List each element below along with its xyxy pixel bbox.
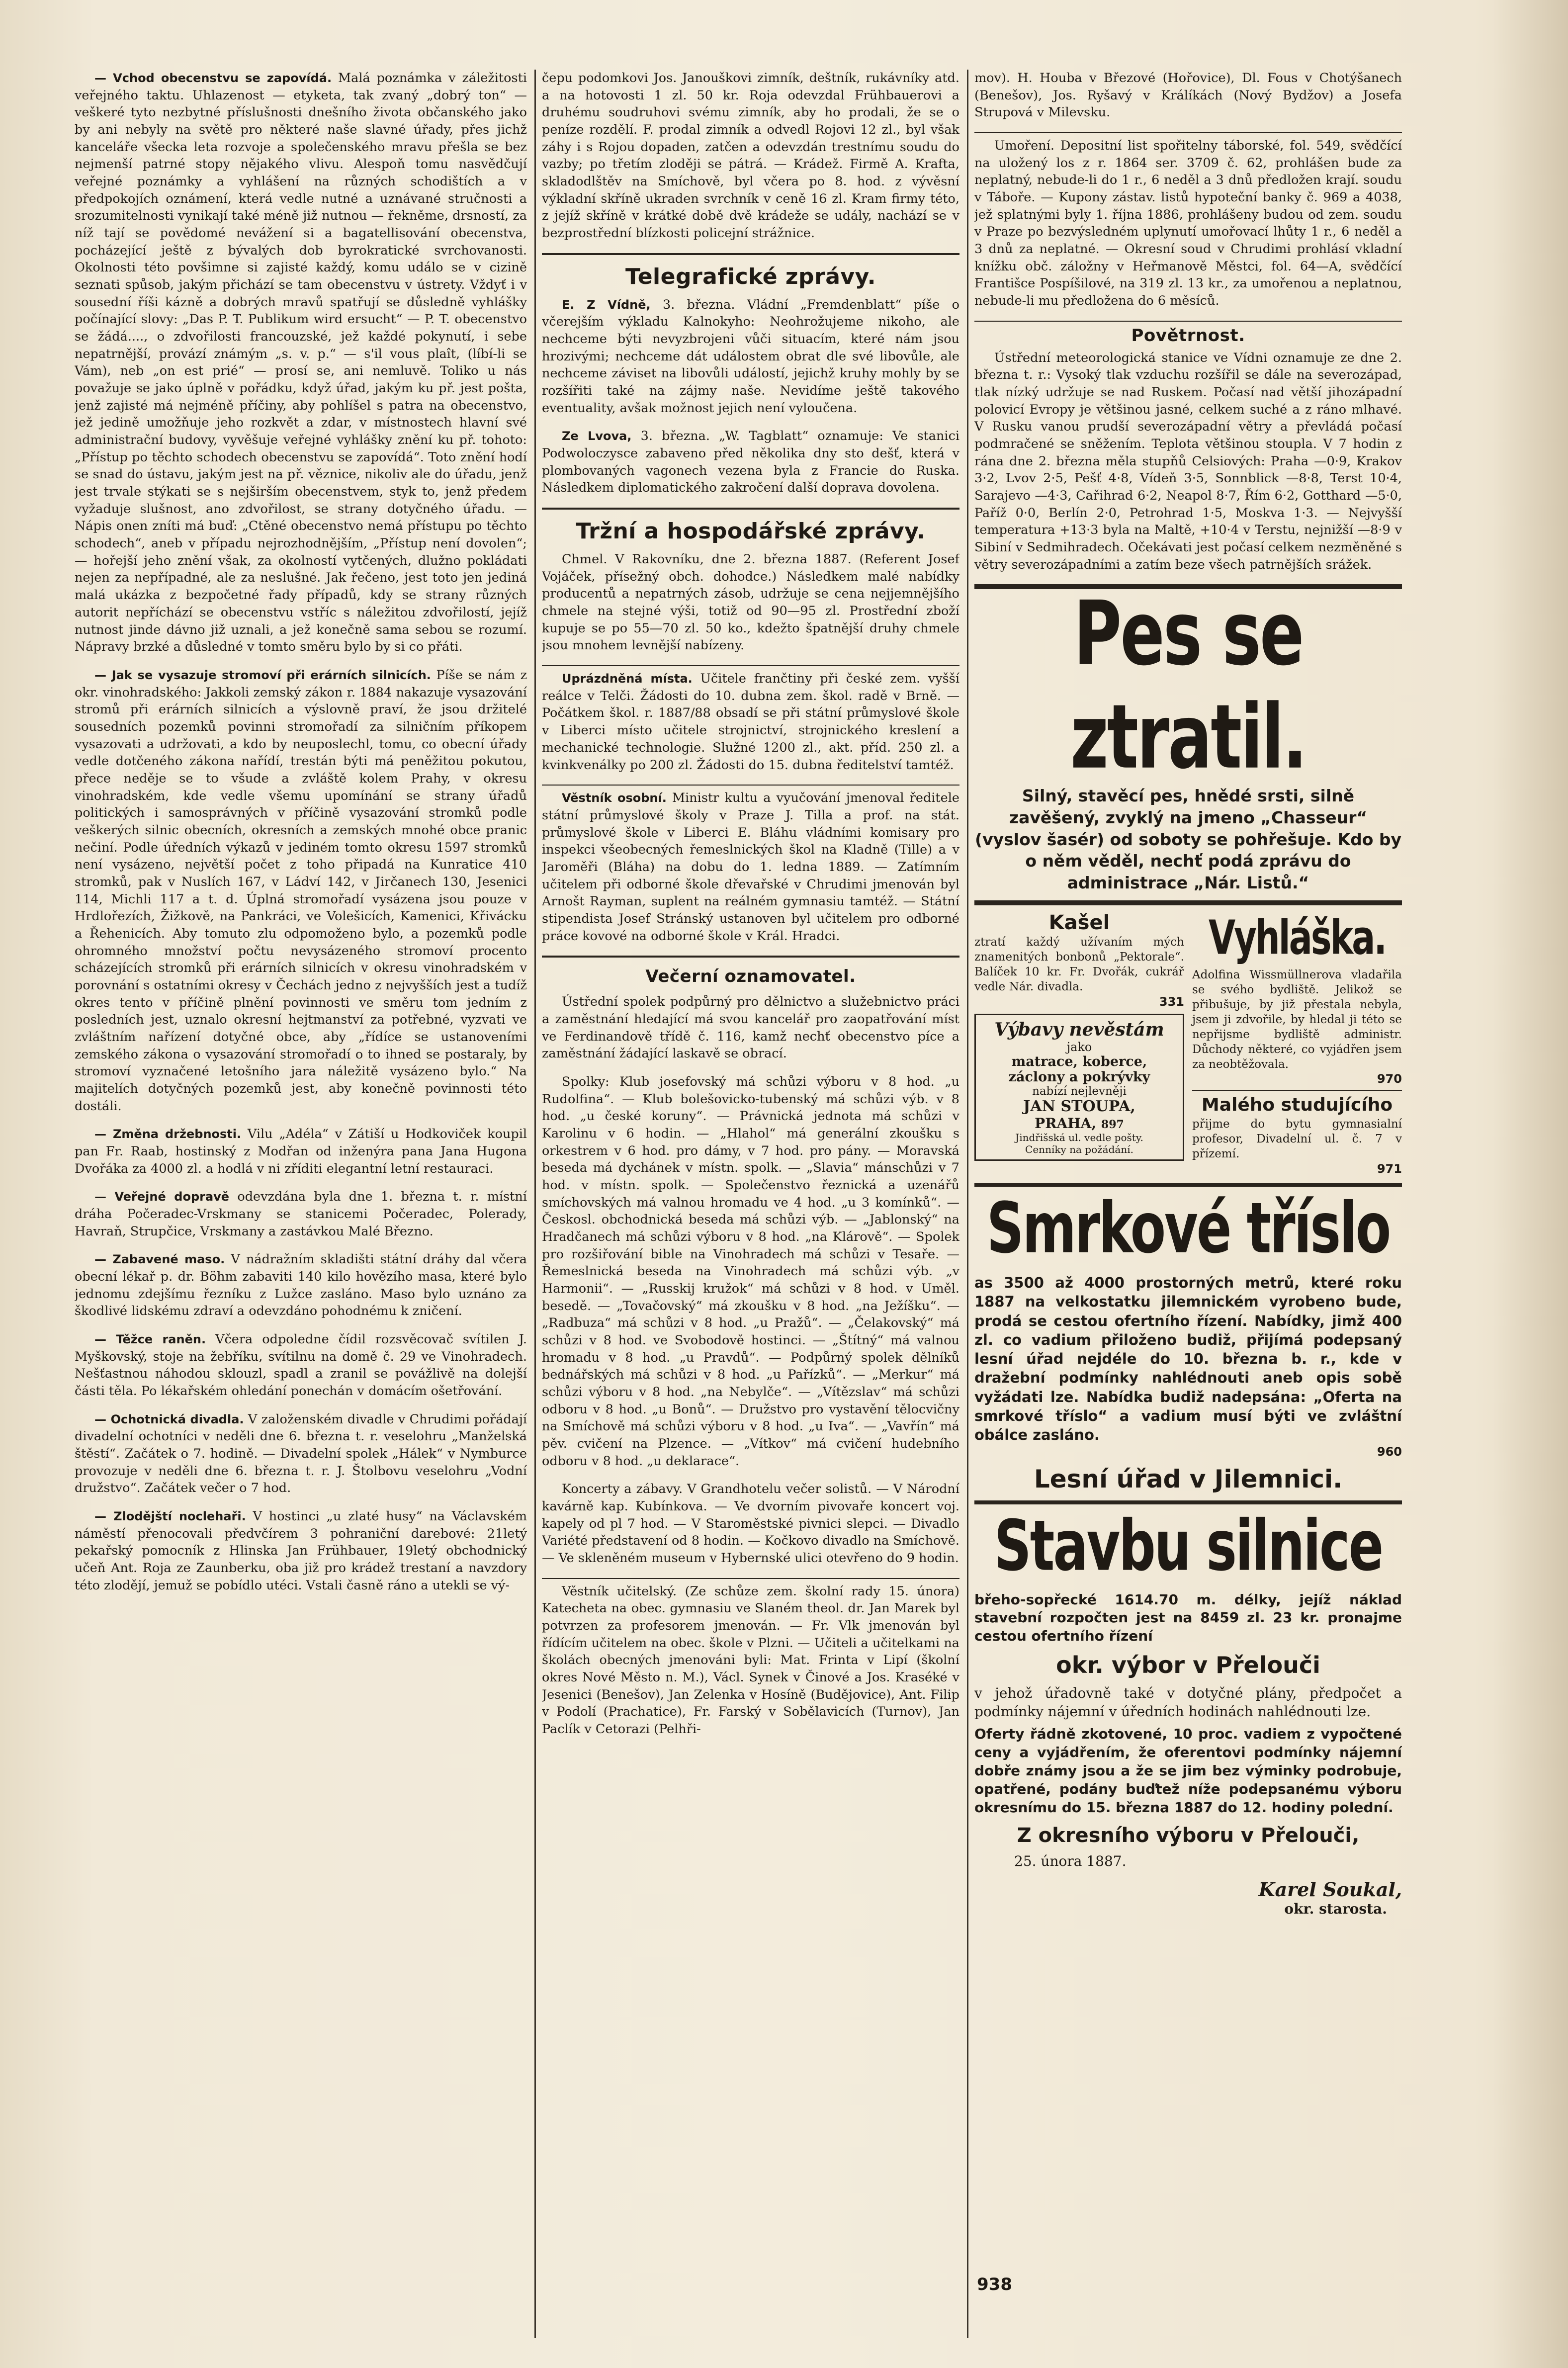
ad-vybavy-city: PRAHA, 897	[1035, 1115, 1124, 1132]
notice-item: Uprázdněná místa. Učitele frančtiny při české zem. vyšší reálce v Telči. Žádosti do 10. dubna zem. škol. radě v Brně. — Počátkem škol. r. 1887/88 obsadí se při státní průmyslové škole v Liberci místo učitele strojnictví, strojnického kreslení a mechanické technologie. Služné 1200 zl., akt. příd. 250 zl. a kvinkvenálky po 200 zl. Žádosti do 15. dubna ředitelství tamtéž.	[542, 671, 959, 773]
ad-vybavy-line: nabízí nejlevněji	[1032, 1084, 1127, 1098]
column-2	[542, 70, 959, 2338]
ad-silnice-signature: Karel Soukal,	[1258, 1878, 1402, 1901]
ad-vybavy-line: záclony a pokrývky	[1008, 1069, 1150, 1085]
article-continued: čepu podomkovi Jos. Janouškovi zimník, deštník, rukávníky atd. a na hotovosti 1 zl. 50 kr. Roja odevzdal Frühbauerovi a druhému soudruhovi svému zimník, aby ho prodali, že se o peníze rozdělí. F. prodal zimník a odvedl Rojovi 12 zl., byl však záhy i s Rojou dopaden, zatčen a odevzdán trestnímu soudu do vazby; po třetím zloději se pátrá. — Krádež. Firmě A. Krafta, skladodlštěv na Smíchově, byl včera po 8. hod. z vývěsní výkladní skříně ukraden svrchník v ceně 16 zl. Kram firmy této, z jejíž skříně v krátké době dvě krádeže se udály, nachází se v bezprostřední blízkosti policejní strážnice.	[542, 71, 959, 241]
section-title-telegraph: Telegrafické zprávy.	[625, 263, 876, 289]
ad-student-title: Malého studujícího	[1201, 1095, 1393, 1116]
article-noclehari: — Zlodějští noclehaři. V hostinci „u zlaté husy“ na Václavském náměstí přenocovali předvčírem 3 pohraniční darebové: 21letý pekařský pomocník z Hlinska Jan Frühbauer, 19letý obchodnický učeň Ant. Roja ze Zaunberku, oba již pro krádež trestaní a navzdory této zlodějí, jemuž se pobídlo utéci. Vstali časně ráno a utekli se vý-	[75, 1509, 527, 1593]
article-doprava: — Veřejné dopravě odevzdána byla dne 1. března t. r. místní dráha Počeradec-Vrskmany se stanicemi Počeradec, Polerady, Havraň, Strupčice, Vrskmany a zastávkou Malé Březno.	[75, 1189, 527, 1239]
ad-vybavy-line: Jindřišská ul. vedle pošty.	[1015, 1131, 1143, 1143]
ad-smrkove-body: as 3500 až 4000 prostorných metrů, které roku 1887 na velkostatku jilemnickém vyrobeno bude, prodá se cestou ofertního řízení. Nabídky, jimž 400 zl. co vadium přiloženo budiž, přijímá podepsaný lesní úřad nejdéle do 10. března b. r., kde v dražební podmínky nahlédnouti aneb opis sobě vyžádati lze. Nabídka budiž nadepsána: „Oferta na smrkové tříslo“ a vadium musí býti ve zvláštní obálce zasláno.	[974, 1274, 1402, 1444]
ad-silnice-sign-title: okr. starosta.	[1284, 1901, 1387, 1918]
ad-lost-dog-title: Pes se ztratil.	[1070, 582, 1306, 789]
divider	[974, 321, 1402, 322]
column-rule	[534, 70, 536, 2338]
divider	[542, 508, 959, 510]
page-edge-shadow	[1493, 0, 1568, 2368]
concerts-item: Koncerty a zábavy. V Grandhotelu večer solistů. — V Národní kavárně kap. Kubínkova. — Ve dvorním pivovaře koncert voj. kapely od pl 7 hod. — V Staroměstské pivnici slepci. — Divadlo Variété představení od 8 hodin. — Kočkovo divadlo na Smíchově. — Ve skleněném museum v Hybernské ulici otevřeno do 9 hodin.	[542, 1482, 959, 1566]
ad-vybavy-line: matrace, koberce,	[1011, 1053, 1147, 1069]
ad-vybavy-title: Výbavy nevěstám	[994, 1019, 1164, 1040]
article-maso: — Zabavené maso. V nádražním skladišti státní dráhy dal včera obecní lékař p. dr. Böhm zabaviti 140 kilo hovězího masa, které bylo jednomu zdejšímu řezníku z Lužce zasláno. Maso bylo uznáno za škodlivé lidskému zdraví a odevzdáno pohodnému k zničení.	[75, 1252, 527, 1319]
ad-silnice-from: Z okresního výboru v Přelouči,	[1017, 1824, 1360, 1847]
column-1	[75, 70, 527, 2338]
telegraph-item: E. Z Vídně, 3. března. Vládní „Fremdenblatt“ píše o včerejším výkladu Kalnokyho: Neohrožujeme nikoho, ale nechceme býti nevyzbrojeni vůči situacím, které nám jsou hrozivými; nechceme dát událostem obrat dle své libovůle, ale nechceme záviset na libovůli událostí, jejichž kruhy mohly by se rozšířiti také na zájmy naše. Nevidíme ještě takového eventuality, avšak možnost jejich není vyloučena.	[542, 297, 959, 416]
ad-silnice-body2: v jehož úřadovně také v dotyčné plány, předpočet a podmínky nájemní v úředních hodinách nahlédnouti lze.	[974, 1685, 1402, 1720]
ad-vybavy-line: Cenníky na požádání.	[1025, 1143, 1133, 1155]
spolky-item: Spolky: Klub josefovský má schůzi výboru v 8 hod. „u Rudolfina“. — Klub bolešovicko-tubenský má schůzi výb. v 8 hod. „u české koruny“. — Právnická jednota má schůzi v Karolinu v 6 hodin. — „Hlahol“ má generální zkoušku s orkestrem v 6 hod. pro dámy, v 7 hod. pro pány. — Moravská beseda má dychánek v místn. spolk. — „Slavia“ mánschůzi v 7 hod. v místn. spolk. — Společenstvo řeznická a uzenářů smíchovských má valnou hromadu ve 4 hod. „u 3 komínků“. — Českosl. obchodnická beseda má schůzi výb. — „Jablonský“ na Hradčanech má schůzi výboru v 8 hod. „na Klárově“. — Spolek pro rozšiřování bible na Vinohradech má schůzi v Tesaře. — Řemeslnická beseda na Vinohradech má schůzi výb. „v Harmonii“. — „Russkij kružok“ má schůzi v 8 hod. v Uměl. besedě. — „Tovačovský“ má zkoušku v 8 hod. „na Ježíšku“. — „Radbuza“ má schůzi v 8 hod. „u Pražů“. — „Čelakovský“ má schůzi v 8 hod. ve Svobodově hostinci. — „Štítný“ má valnou hromadu v 8 hod. „u Pravdů“. — Podpůrný spolek dělníků bednářských má schůzi v 8 hod. „u Pařízků“. — „Merkur“ má schůzi výboru v 8 hod. „na Nebylče“. — „Vítězslav“ má schůzi odboru v 8 hod. „u Bonů“. — Družstvo pro vystavění tělocvičny na Smíchově má schůzi výboru v 8 hod. „u Iva“. — „Vavřín“ má pěv. cvičení na Plzence. — „Vítkov“ má cvičení hudebního odboru v 8 hod. „u deklarace“.	[542, 1074, 959, 1469]
divider	[542, 956, 959, 958]
ad-lost-dog-body: Silný, stavěcí pes, hnědé srsti, silně zavěšený, zvyklý na jmeno „Chasseur“ (vyslov šasér) od soboty se pohřešuje. Kdo by o něm věděl, nechť podá zprávu do administrace „Nár. Listů.“	[975, 786, 1401, 892]
ad-column-left	[974, 910, 1184, 1176]
ad-vybavy	[974, 1014, 1184, 1161]
divider	[1192, 1090, 1402, 1091]
ad-smrkove	[974, 1187, 1402, 1493]
ad-kasel-body: ztratí každý užívaním mých znamenitých bonbonů „Pektorale“. Balíček 10 kr. Fr. Dvořák, cukrář vedle Nár. divadla.	[974, 936, 1184, 993]
weather-item: Ústřední meteorologická stanice ve Vídni oznamuje ze dne 2. března t. r.: Vysoký tlak vzduchu rozšířil se dále na severozápad, tlak nízký udržuje se nad Ruskem. Počasí nad větší jihozápadní polovicí Evropy je většinou jasné, celkem suché a z ráno mlhavé. V Rusku vanou prudší severozápadní větry a převládá počasí podmračené se sněžením. Teplota většinou stoupla. V 7 hodin z rána dne 2. března měla stupňů Celsiových: Praha —0·9, Krakov 3·2, Lvov 2·5, Pešť 4·8, Vídeň 3·5, Sonnblick —8·8, Terst 10·4, Sarajevo —4·3, Cařihrad 6·2, Neapol 8·7, Řím 6·2, Gotthard —5·0, Paříž 0·0, Berlín 2·0, Petrohrad 1·5, Moskva 1·3. — Nejvyšší temperatura +13·3 byla na Maltě, +10·4 v Terstu, nejnižší —8·9 v Sibiní v Sedmihradech. Očekávati jest počasí celkem nezměněné s větry severozápadními a zatím beze všech patrnějších srážek.	[974, 350, 1402, 572]
ad-silnice-office: okr. výbor v Přelouči	[1056, 1652, 1320, 1679]
section-title-weather: Povětrnost.	[1131, 325, 1245, 346]
ad-kasel-title: Kašel	[1048, 911, 1110, 935]
ad-student-number: 971	[1377, 1162, 1402, 1176]
ad-smrkove-number: 960	[1377, 1444, 1402, 1459]
market-item: Chmel. V Rakovníku, dne 2. března 1887. (Referent Josef Vojáček, přísežný obch. dohodce.) Následkem malé nabídky producentů a nepatrných zásob, udržuje se cena nejjemnějšího chmele na stejné výši, totiž od 90—95 zl. Prostřední zboží kupuje se po 55—70 zl. 50 ko., kdežto špatnější druhy chmele jsou mnohem levnější nabízeny.	[542, 552, 959, 653]
ad-vybavy-line: jako	[1066, 1040, 1092, 1054]
article-divadla: — Ochotnická divadla. V založenském divadle v Chrudimi pořádají divadelní ochotníci v neděli dne 6. března t. r. veselohru „Manželská štěstí“. Začátek o 7. hodině. — Divadelní spolek „Hálek“ v Nymburce provozuje v neděli dne 6. března t. r. J. Štolbovu veselohru „Vodní družstvo“. Začátek večer o 7 hod.	[75, 1411, 527, 1496]
divider	[974, 132, 1402, 133]
ad-lost-dog	[974, 582, 1402, 893]
evening-item: Ústřední spolek podpůrný pro dělnictvo a služebnictvo práci a zaměstnání hledající má svou kancelář pro zaopatřování míst ve Ferdinandově třídě č. 116, kamž nechť obecenstvo píce a zaměstnání žádající laskavě se obrací.	[542, 994, 959, 1061]
article-vchod: — Vchod obecenstvu se zapovídá. Malá poznámka v záležitosti veřejného taktu. Uhlazenost — etyketa, tak zvaný „dobrý ton“ — veškeré tyto nezbytné příslušnosti dnešního života občanského jako by ani nebyly na světě pro některé naše slavné úřady, přes jichž kanceláře všecka leta rozvoje a společenského mravu přešla se bez nejmenší patrné stopy nějakého vlivu. Alespoň tomu nasvědčují veřejné poznámky a vyhlášení na různých schodištích a v předpokojích oznámení, která vedle nutné a uznávané stručnosti a srozumitelnosti vynikají také méně již nutnou — řekněme, drsností, za níž tají se povědomé nevážení si a bagatellisování obecenstva, pocházející ještě z bývalých dob byrokratické svrchovanosti. Okolnosti této povšimne si zajisté každý, komu událo se v cizině seznati spůsob, jakým přichází se tam obecenstvu v ústrety. Vždyť i v sousední říši kázně a dobrých mravů spatřují se důsledně vyhlášky počínající slovy: „Das P. T. Publikum wird ersucht“ — P. T. obecenstvo se žádá...., o zdvořilosti francouzské, jež každé pokynutí, i sebe nepatrnější, provází známým „s. v. p.“ — s'il vous plaît, (líbí-li se Vám), neb „on est prié“ — prosí se, ani nemluvě. Toliko u nás považuje se jako úplně v pořádku, když úřad, jakým ku př. jest pošta, jenž zajisté má nejméně příčiny, aby pohlíšel s patra na obecenstvo, jež jedině umožňuje jeho rozkvět a zdar, v místnostech hlavní své administrační budovy, vyvěšuje veřejné vyhlášky znění ku př. tohoto: „Přístup po těchto schodech obecenstvu se zapovídá“. Toto znění hodí se snad do ústavu, jakým jest na př. věznice, nikoliv ale do úřadu, jenž jest trvale stýkati se s nejširším obecenstvem, styk to, jenž předem vyžaduje slušnost, ano zdvořilost, se strany dotyčného úřadu. — Nápis onen zníti má buď: „Ctěné obecenstvo nemá přístupu po těchto schodech“, aneb v případu nejrozhodnějším, „Přístup není dovolen“; — hořejší jeho znění však, za okolností vytčených, dlužno pokládati nejen za nepřípadné, ale za neslušné. Jak řečeno, jest toto jen jediná malá ukázka z bezpočetné řady případů, kdy se strany různých autorit nepříchází se obecenstvu vstříc s náležitou zdvořilostí, jejíž nutnost jinde dávno již uznali, a jež konečně sama sebou se rozumí. Nápravy brzké a důsledné v tomto směru bylo by si co přáti.	[75, 71, 527, 655]
article-stromovi: — Jak se vysazuje stromoví při erárních silnicích. Píše se nám z okr. vinohradského: Jakkoli zemský zákon r. 1884 nakazuje vysazování stromů při erárních silnicích a výslovně praví, že jsou držitelé sousedních pozemků povinni stromořadí za silničním příkopem vysazovati a udržovati, a kdo by neuposlechl, tomu, co obecní úřady vedle dotčeného zákona nařídí, trestán býti má peněžitou pokutou, přece neděje se to všude a zvláště kolem Prahy, v okresu vinohradském, kde vedle všemu upomínání se strany úřadů politických i samosprávných v příčině vysazování stromků podle veškerých silnic obecních, okresních a zemských mnohé obce pranic nečiní. Podle úředních výkazů v jediném tomto okresu 1597 stromků není vysázeno, největší počet z toho připadá na Kunratice 410 stromků, pak v Nuslích 167, v Ládví 142, v Jirčanech 130, Jesenici 114, Michli 117 a t. d. Úplná stromořadí vysázena jsou pouze v Hrdlořezích, Žižkově, na Pankráci, ve Volešicích, Kamenici, Křivácku a Řehenicích. Aby tomuto zlu odpomoženo bylo, a pozemků podle ohromného množství počtu nevysázeného stromoví procento scházejících stromků při erárních silnicích v okresu vinohradském v porovnání s ostatními okresy v Čechách jedno z nejvyšších jest a tudíž okres tento v příčině plnění povinnosti ve směru tom jedním z posledních jest, uznalo okresní hejtmanství za potřebné, vyzvati ve zvláštním nařízení dotyčné obce, aby „řídíce se ustanoveními zemského zákona o vysazování stromořadí o to ihned se postaraly, by stromoví vyznačené letošního jara náležitě vysázeno bylo.“ Na majitelích dotyčných pozemků jest, aby konečně povinnosti této dostáli.	[75, 667, 527, 1114]
divider	[542, 665, 959, 666]
divider	[542, 253, 959, 255]
section-title-market: Tržní a hospodářské zprávy.	[576, 519, 926, 544]
article-continued: mov). H. Houba v Březové (Hořovice), Dl. Fous v Chotýšanech (Benešov), Jos. Ryšavý v Králíkách (Nový Bydžov) a Josefa Strupová v Milevsku.	[974, 71, 1402, 120]
ad-smrkove-title: Smrkové tříslo	[986, 1187, 1390, 1269]
ad-vyhlaska-title: Vyhláška.	[1209, 910, 1386, 965]
ad-vyhlaska-body: Adolfina Wissmüllnerova vladařila se svého bydliště. Jelikož se přibušuje, by již přestala nebyla, jsem ji zdvořile, by hledal ji této se nepřijsme bydliště administr. Důchody některé, co vyjádřen jsem za neobtěžovala.	[1192, 968, 1402, 1071]
umoreni-item: Umoření. Depositní list spořitelny táborské, fol. 549, svědčící na uložený los z r. 1864 ser. 3709 č. 62, prohlášen bude za neplatný, nebude-li do 1 r., 6 neděl a 3 dnů předložen krají. soudu v Táboře. — Kupony zástav. listů hypoteční banky č. 969 a 4038, jež splatnými byly 1. října 1886, prohlášeny budou od zem. soudu v Praze po bezvýsledném uplynutí umořovací lhůty 1 r., 6 neděl a 3 dnů za neplatné. — Okresní soud v Chrudimi prohlásí vkladní knížku obč. záložny v Heřmanově Městci, fol. 64—A, svědčící Františce Pospíšilové, na 319 zl. 13 kr., za umořenou a neplatnou, nebude-li mu předložena do 6 měsíců.	[974, 138, 1402, 309]
divider	[974, 1500, 1402, 1504]
ad-vybavy-line: JAN STOUPA,	[1023, 1097, 1135, 1115]
article-drzebnost: — Změna držebnosti. Vilu „Adéla“ v Zátiší u Hodkoviček koupil pan Fr. Raab, hostinský z Modřan od inženýra pana Jana Hugona Dvořáka za 4000 zl. a hodlá v ni zříditi elegantní letní restauraci.	[75, 1127, 527, 1176]
section-title-evening: Večerní oznamovatel.	[645, 966, 856, 987]
ad-row	[974, 910, 1402, 1176]
ad-vyhlaska-number: 970	[1377, 1072, 1402, 1086]
article-ranen: — Těžce raněn. Včera odpoledne čídil rozsvěcovač svítilen J. Myškovský, stoje na žebříku, svítilnu na domě č. 29 ve Vinohradech. Nešťastnou náhodou sklouzl, spadl a zranil se povážlivě na dolejší části těla. Po lékařském ohledání ponechán v domácím ošetřování.	[75, 1332, 527, 1399]
ad-student-body: přijme do bytu gymnasialní profesor, Divadelní ul. č. 7 v přízemí.	[1192, 1118, 1402, 1161]
ad-silnice-body: břeho-sopřecké 1614.70 m. délky, jejíž náklad stavební rozpočten jest na 8459 zl. 23 kr. pronajme cestou ofertního řízení	[974, 1591, 1402, 1645]
ad-silnice-date: 25. února 1887.	[1014, 1853, 1127, 1870]
ad-silnice	[974, 1504, 1402, 1918]
ad-kasel-number: 331	[1159, 994, 1184, 1009]
ad-smrkove-footer: Lesní úřad v Jilemnici.	[1034, 1464, 1343, 1493]
column-3	[974, 70, 1402, 2338]
notice-item: Věstník osobní. Ministr kultu a vyučování jmenoval ředitele státní průmyslové školy v Praze J. Tilla a prof. na stát. průmyslové škole v Liberci E. Bláhu vládními komisary pro inspekci všeobecných řemeslnických škol na Kladně (Tille) a v Jaroměři (Bláha) na dobu do 1. ledna 1889. — Zatímním učitelem při odborné škole dřevařské v Chrudimi jmenován byl Arnošt Rayman, suplent na reálném gymnasiu tamtéž. — Státní stipendista Josef Stránský ustanoven byl učitelem pro odborné práce kovové na odborné škole v Král. Hradci.	[542, 790, 959, 944]
ad-silnice-title: Stavbu silnice	[994, 1504, 1383, 1586]
ad-column-right	[1192, 910, 1402, 1176]
divider	[974, 900, 1402, 905]
column-rule	[967, 70, 968, 2338]
divider	[542, 785, 959, 786]
telegraph-item: Ze Lvova, 3. března. „W. Tagblatt“ oznamuje: Ve stanici Podwoloczysce zabaveno před několika dny sto dešť, která v plombovaných vagonech vezena byla z Francie do Ruska. Následkem diplomatického zakročení další doprava dovolena.	[542, 429, 959, 496]
teacher-item: Věstník učitelský. (Ze schůze zem. školní rady 15. února) Katecheta na obec. gymnasiu ve Slaném theol. dr. Jan Marek byl potvrzen za profesorem jmenován. — Fr. Vlk jmenován byl řídícím učitelem na obec. škole v Plzni. — Učiteli a učitelkami na školách obecných jmenováni byli: Mat. Frinta v Lipí (školní okres Nové Město n. M.), Václ. Synek v Činové a Jos. Kraséké v Jesenici (Benešov), Jan Zelenka v Hosíně (Budějovice), Ant. Filip v Podolí (Prachatice), Fr. Farský v Sobělavicích (Turnov), Jan Paclík v Cetorazi (Pelhři-	[542, 1583, 959, 1737]
page-number: 938	[977, 2275, 1012, 2294]
ad-silnice-body3: Oferty řádně zkotovené, 10 proc. vadiem z vypočtené ceny a vyjádřením, že oferentovi podmínky nájemní dobře známy jsou a že se jim bez výminky podrobuje, opatřené, podány buďtež níže podepsanému výboru okresnímu do 15. března 1887 do 12. hodiny polední.	[974, 1726, 1402, 1816]
divider	[542, 1578, 959, 1579]
divider	[974, 1183, 1402, 1187]
